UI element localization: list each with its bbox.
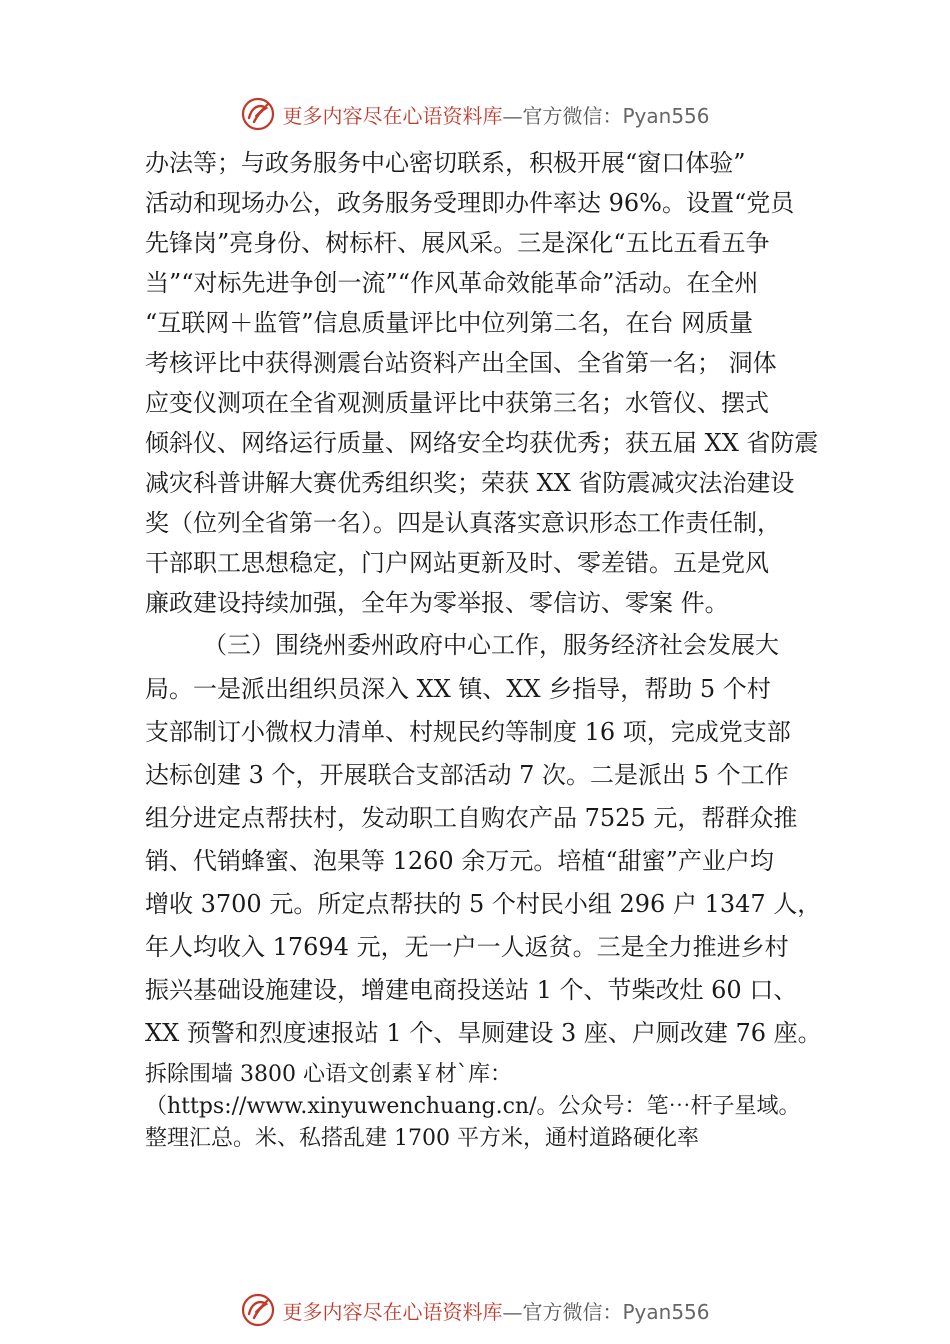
body-line: 应变仪测项在全省观测质量评比中获第三名；水管仪、摆式 [145, 389, 769, 417]
header-watermark-sep: — [502, 103, 523, 128]
header-watermark-banner [0, 94, 950, 134]
body-line: 活动和现场办公，政务服务受理即办件率达 96%。设置“党员 [145, 189, 795, 217]
header-watermark-text [282, 100, 709, 129]
body-line: 干部职工思想稳定，门户网站更新及时、零差错。五是党风 [145, 549, 769, 577]
body-line: 整理汇总。米、私搭乱建 1700 平方米，通村道路硬化率 [145, 1126, 699, 1151]
body-line: 倾斜仪、网络运行质量、网络安全均获优秀；获五届 XX 省防震 [145, 429, 819, 457]
body-line: （https://www.xinyuwenchuang.cn/。公众号：笔⋯杆子星域。 [145, 1094, 801, 1119]
footer-watermark-label: 官方微信： [522, 1299, 623, 1324]
footer-watermark-text [282, 1296, 709, 1325]
header-watermark-main: 更多内容尽在心语资料库 [282, 103, 503, 128]
header-watermark-label: 官方微信： [522, 103, 623, 128]
body-line: 达标创建 3 个，开展联合支部活动 7 次。二是派出 5 个工作 [145, 761, 789, 789]
body-line: 增收 3700 元。所定点帮扶的 5 个村民小组 296 户 1347 人， [145, 890, 822, 918]
body-line: 考核评比中获得测震台站资料产出全国、全省第一名； 洞体 [145, 349, 777, 377]
body-line: 先锋岗”亮身份、树标杆、展风采。三是深化“五比五看五争 [145, 229, 770, 257]
body-line: 支部制订小微权力清单、村规民约等制度 16 项，完成党支部 [145, 718, 791, 746]
body-line: XX 预警和烈度速报站 1 个、旱厕建设 3 座、户厕改建 76 座。 [145, 1019, 822, 1047]
footer-watermark-main: 更多内容尽在心语资料库 [282, 1299, 503, 1324]
footer-watermark-banner [0, 1290, 950, 1330]
header-watermark-id: Pyan556 [622, 103, 710, 128]
body-line: 组分进定点帮扶村，发动职工自购农产品 7525 元，帮群众推 [145, 804, 798, 832]
body-line: 当”“对标先进争创一流”“作风革命效能革命”活动。在全州 [145, 269, 759, 297]
body-line: 廉政建设持续加强，全年为零举报、零信访、零案 件。 [145, 589, 729, 617]
signature-logo-icon [240, 1292, 276, 1328]
section-heading-3: （三）围绕州委州政府中心工作，服务经济社会发展大 [203, 631, 779, 659]
body-line: “互联网＋监管”信息质量评比中位列第二名，在台 网质量 [145, 309, 754, 337]
body-line: 振兴基础设施建设，增建电商投送站 1 个、节柴改灶 60 口、 [145, 976, 798, 1004]
signature-logo-icon [240, 96, 276, 132]
body-line: 局。一是派出组织员深入 XX 镇、XX 乡指导，帮助 5 个村 [145, 675, 771, 703]
body-line: 办法等；与政务服务中心密切联系，积极开展“窗口体验” [145, 149, 746, 177]
footer-watermark-id: Pyan556 [622, 1299, 710, 1324]
body-line: 拆除围墙 3800 心语文创素￥材`库： [145, 1062, 512, 1087]
body-line: 销、代销蜂蜜、泡果等 1260 余万元。培植“甜蜜”产业户均 [145, 847, 774, 875]
body-line: 减灾科普讲解大赛优秀组织奖；荣获 XX 省防震减灾法治建设 [145, 469, 795, 497]
footer-watermark-sep: — [502, 1299, 523, 1324]
body-line: 年人均收入 17694 元，无一户一人返贫。三是全力推进乡村 [145, 933, 789, 961]
body-line: 奖（位列全省第一名）。四是认真落实意识形态工作责任制， [145, 509, 781, 537]
